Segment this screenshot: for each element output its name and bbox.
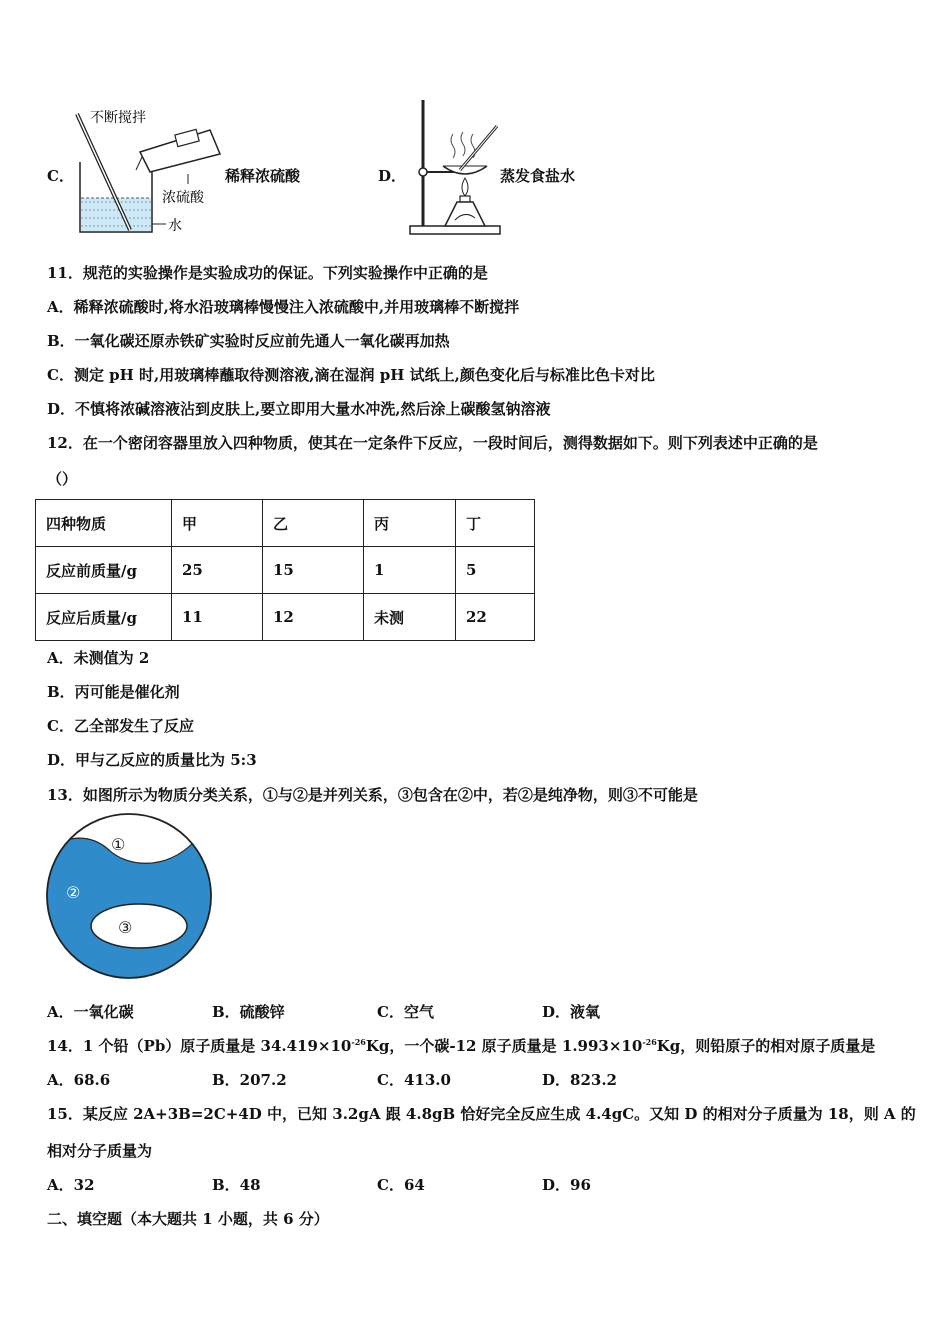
table-row bbox=[36, 594, 535, 641]
q15-option-a[interactable]: A．32 bbox=[47, 1176, 95, 1194]
table-cell: 22 bbox=[456, 594, 535, 641]
q12-stem-cont: （） bbox=[47, 470, 78, 488]
label-region-3: ③ bbox=[118, 918, 133, 937]
q14-stem-part-b: Kg，一个碳-12 原子质量是 1.993×10 bbox=[365, 1037, 643, 1055]
q12-option-d[interactable]: D．甲与乙反应的质量比为 5:3 bbox=[47, 751, 257, 769]
table-cell: 未测 bbox=[364, 594, 456, 641]
q14-stem-part-c: Kg，则铅原子的相对原子质量是 bbox=[656, 1037, 876, 1055]
q13-option-d[interactable]: D．液氧 bbox=[542, 1003, 601, 1021]
table-cell: 5 bbox=[456, 547, 535, 594]
label-region-2: ② bbox=[66, 883, 81, 902]
q13-stem: 13．如图所示为物质分类关系，①与②是并列关系，③包含在②中，若②是纯净物，则③不可能是 bbox=[47, 786, 698, 804]
q15-stem: 15．某反应 2A+3B=2C+4D 中，已知 3.2gA 跟 4.8gB 恰好完全反应生成 4.4gC。又知 D 的相对分子质量为 18，则 A 的 bbox=[47, 1105, 916, 1123]
q14-exponent-2: -26 bbox=[642, 1037, 657, 1047]
table-cell: 甲 bbox=[172, 500, 263, 547]
table-cell: 乙 bbox=[263, 500, 364, 547]
q14-stem bbox=[47, 1035, 875, 1056]
q10-option-d-label: 蒸发食盐水 bbox=[500, 167, 576, 185]
table-row bbox=[36, 547, 535, 594]
classification-diagram bbox=[44, 812, 216, 980]
q14-exponent-1: -26 bbox=[351, 1037, 366, 1047]
label-conc-acid: 浓硫酸 bbox=[162, 190, 204, 206]
table-header-row bbox=[36, 500, 535, 547]
label-region-1: ① bbox=[111, 835, 126, 854]
table-cell: 12 bbox=[263, 594, 364, 641]
q14-stem-part-a: 14．1 个铅（Pb）原子质量是 34.419×10 bbox=[47, 1037, 352, 1055]
q10-option-d-letter: D． bbox=[378, 167, 407, 185]
table-cell: 丁 bbox=[456, 500, 535, 547]
table-cell: 反应后质量/g bbox=[36, 594, 172, 641]
q13-option-a[interactable]: A．一氧化碳 bbox=[47, 1003, 134, 1021]
table-cell: 四种物质 bbox=[36, 500, 172, 547]
evaporation-figure bbox=[405, 98, 505, 238]
q11-option-c[interactable]: C．测定 pH 时,用玻璃棒蘸取待测溶液,滴在湿润 pH 试纸上,颜色变化后与标准比色卡对比 bbox=[47, 366, 655, 384]
q15-stem-cont: 相对分子质量为 bbox=[47, 1142, 153, 1160]
table-cell: 反应前质量/g bbox=[36, 547, 172, 594]
table-cell: 11 bbox=[172, 594, 263, 641]
q15-option-d[interactable]: D．96 bbox=[542, 1176, 591, 1194]
q14-option-a[interactable]: A．68.6 bbox=[47, 1071, 111, 1089]
q12-data-table bbox=[35, 499, 535, 641]
q14-option-b[interactable]: B．207.2 bbox=[212, 1071, 287, 1089]
q15-option-b[interactable]: B．48 bbox=[212, 1176, 261, 1194]
q11-option-d[interactable]: D．不慎将浓碱溶液沾到皮肤上,要立即用大量水冲洗,然后涂上碳酸氢钠溶液 bbox=[47, 400, 551, 418]
label-water: 水 bbox=[168, 218, 182, 234]
q13-option-b[interactable]: B．硫酸锌 bbox=[212, 1003, 285, 1021]
q11-stem: 11．规范的实验操作是实验成功的保证。下列实验操作中正确的是 bbox=[47, 264, 488, 282]
q10-option-c-label: 稀释浓硫酸 bbox=[225, 167, 301, 185]
table-cell: 丙 bbox=[364, 500, 456, 547]
q14-option-d[interactable]: D．823.2 bbox=[542, 1071, 617, 1089]
q12-option-a[interactable]: A．未测值为 2 bbox=[47, 649, 150, 667]
label-stirring: 不断搅拌 bbox=[90, 110, 146, 126]
section-2-title: 二、填空题（本大题共 1 小题，共 6 分） bbox=[47, 1210, 329, 1228]
q13-option-c[interactable]: C．空气 bbox=[377, 1003, 434, 1021]
table-cell: 25 bbox=[172, 547, 263, 594]
q12-stem: 12．在一个密闭容器里放入四种物质，使其在一定条件下反应，一段时间后，测得数据如下。则下列表述中正确的是 bbox=[47, 434, 818, 452]
q15-option-c[interactable]: C．64 bbox=[377, 1176, 425, 1194]
q12-option-b[interactable]: B．丙可能是催化剂 bbox=[47, 683, 180, 701]
table-cell: 1 bbox=[364, 547, 456, 594]
q10-option-c-letter: C． bbox=[47, 167, 74, 185]
q11-option-a[interactable]: A．稀释浓硫酸时,将水沿玻璃棒慢慢注入浓硫酸中,并用玻璃棒不断搅拌 bbox=[47, 298, 520, 316]
q11-option-b[interactable]: B．一氧化碳还原赤铁矿实验时反应前先通人一氧化碳再加热 bbox=[47, 332, 450, 350]
dilute-sulfuric-acid-figure bbox=[70, 102, 230, 237]
q14-option-c[interactable]: C．413.0 bbox=[377, 1071, 451, 1089]
q12-option-c[interactable]: C．乙全部发生了反应 bbox=[47, 717, 194, 735]
table-cell: 15 bbox=[263, 547, 364, 594]
